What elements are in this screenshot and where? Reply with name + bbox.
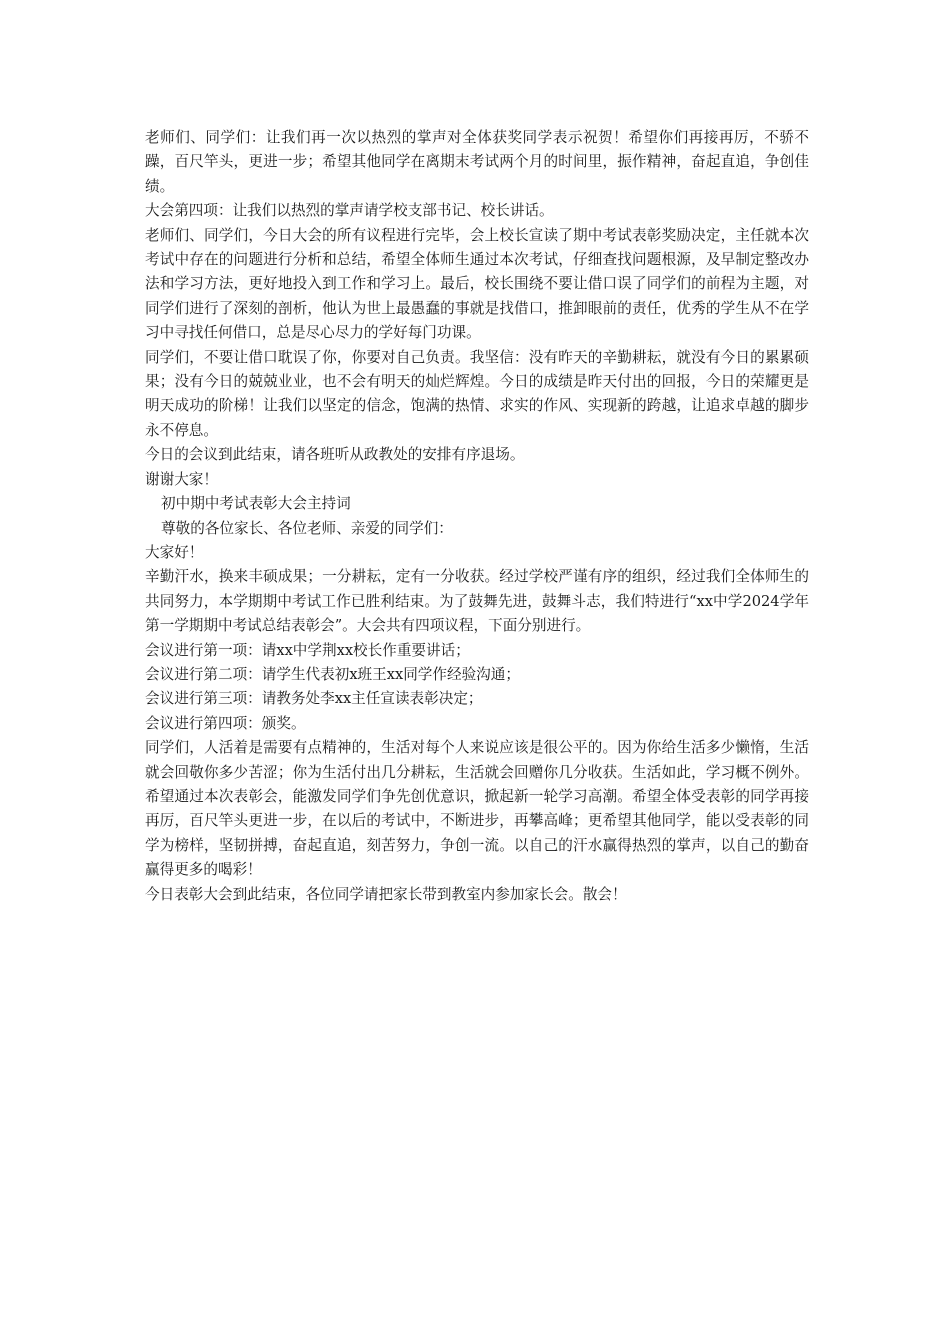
document-body	[145, 126, 809, 907]
agenda-item-four: 会议进行第四项：颁奖。	[145, 714, 306, 732]
paragraph-greeting: 大家好！	[145, 543, 204, 561]
paragraph-item-four: 大会第四项：让我们以热烈的掌声请学校支部书记、校长讲话。	[145, 202, 554, 220]
paragraph-thanks: 谢谢大家！	[145, 470, 218, 488]
agenda-item-three: 会议进行第三项：请教务处李xx主任宣读表彰决定；	[145, 690, 483, 708]
paragraph-meeting-end: 今日的会议到此结束，请各班听从政教处的安排有序退场。	[145, 446, 525, 464]
paragraph-summary: 老师们、同学们，今日大会的所有议程进行完毕，会上校长宣读了期中考试表彰奖励决定，主任就本次考试中存在的问题进行分析和总结，希望全体师生通过本次考试，仔细查找问题根源，及早制定整改办法和学习方法，更好地投入到工作和学习上。最后，校长围绕不要让借口误了同学们的前程为主题，对同学们进行了深刻的剖析，他认为世上最愚蠢的事就是找借口，推卸眼前的责任，优秀的学生从不在学习中寻找任何借口，总是尽心尽力的学好每门功课。	[145, 226, 809, 342]
paragraph-closing-speech: 同学们，人活着是需要有点精神的，生活对每个人来说应该是很公平的。因为你给生活多少懒惰，生活就会回敬你多少苦涩；你为生活付出几分耕耘，生活就会回赠你几分收获。生活如此，学习概不例外。希望通过本次表彰会，能激发同学们争先创优意识，掀起新一轮学习高潮。希望全体受表彰的同学再接再厉，百尺竿头更进一步，在以后的考试中，不断进步，再攀高峰；更希望其他同学，能以受表彰的同学为榜样，坚韧拼搏，奋起直追，刻苦努力，争创一流。以自己的汗水赢得热烈的掌声，以自己的勤奋赢得更多的喝彩！	[145, 739, 809, 879]
agenda-item-one: 会议进行第一项：请xx中学荆xx校长作重要讲话；	[145, 641, 470, 659]
agenda-item-two: 会议进行第二项：请学生代表初x班王xx同学作经验沟通；	[145, 665, 520, 683]
paragraph-salutation: 尊敬的各位家长、各位老师、亲爱的同学们：	[161, 519, 453, 537]
paragraph-congratulations: 老师们、同学们：让我们再一次以热烈的掌声对全体获奖同学表示祝贺！希望你们再接再厉，不骄不躁，百尺竿头，更进一步；希望其他同学在离期末考试两个月的时间里，振作精神，奋起直追，争创佳绩。	[145, 129, 809, 195]
section-title: 初中期中考试表彰大会主持词	[161, 495, 351, 513]
paragraph-opening: 辛勤汗水，换来丰硕成果；一分耕耘，定有一分收获。经过学校严谨有序的组织，经过我们全体师生的共同努力，本学期期中考试工作已胜利结束。为了鼓舞先进，鼓舞斗志，我们特进行“xx中学2024学年第一学期期中考试总结表彰会”。大会共有四项议程，下面分别进行。	[145, 568, 809, 635]
paragraph-dismissal: 今日表彰大会到此结束，各位同学请把家长带到教室内参加家长会。散会！	[145, 885, 627, 903]
paragraph-encouragement: 同学们，不要让借口耽误了你，你要对自己负责。我坚信：没有昨天的辛勤耕耘，就没有今日的累累硕果；没有今日的兢兢业业，也不会有明天的灿烂辉煌。今日的成绩是昨天付出的回报，今日的荣耀更是明天成功的阶梯！让我们以坚定的信念，饱满的热情、求实的作风、实现新的跨越，让追求卓越的脚步永不停息。	[145, 348, 809, 439]
